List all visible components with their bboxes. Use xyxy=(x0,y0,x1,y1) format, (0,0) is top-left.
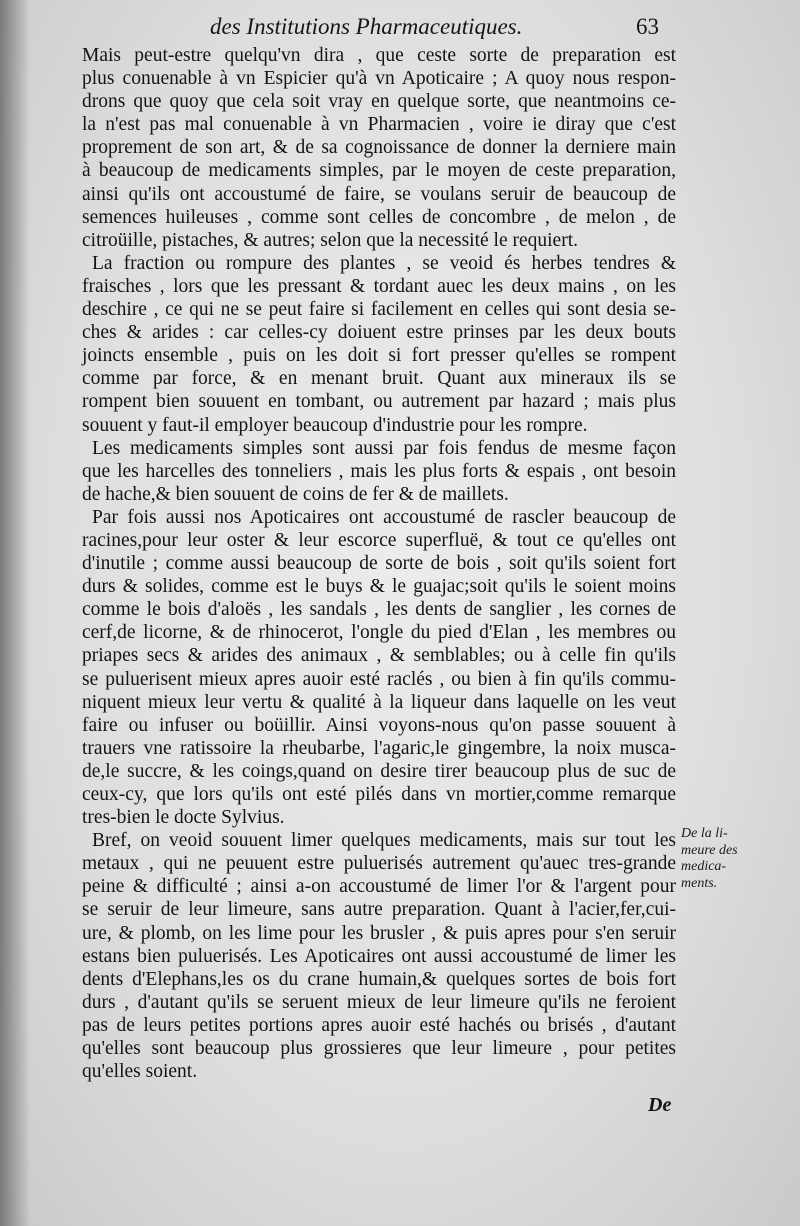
text-line: metaux , qui ne peuuent estre puluerisés autrement qu'auec tres-grande xyxy=(82,853,676,875)
text-line: faire ou infuser ou boüillir. Ainsi voyons-nous qu'on passe souuent à xyxy=(82,714,676,736)
text-line: qu'elles soient. xyxy=(82,1061,198,1083)
text-line: souuent y faut-il employer beaucoup d'industrie pour les rompre. xyxy=(82,414,588,436)
text-line: plus conuenable à vn Espicier qu'à vn Apoticaire ; A quoy nous respon- xyxy=(82,68,676,90)
text-line: joincts ensemble , puis on les doit si fort presser qu'elles se rompent xyxy=(82,345,676,367)
page-number: 63 xyxy=(636,14,659,39)
text-line: proprement de son art, & de sa cognoissance de donner la derniere main xyxy=(82,137,676,159)
body-text xyxy=(82,44,676,1083)
margin-note-line: medica- xyxy=(681,859,727,874)
text-line: La fraction ou rompure des plantes , se veoid és herbes tendres & xyxy=(92,252,676,274)
text-line: Par fois aussi nos Apoticaires ont accoustumé de rascler beaucoup de xyxy=(92,506,676,528)
text-line: de,le succre, & les coings,quand on desire tirer beaucoup plus de suc de xyxy=(82,760,676,782)
text-line: rompent bien souuent en tombant, ou autrement par hazard ; mais plus xyxy=(82,391,676,413)
text-line: pas de leurs petites portions apres auoir esté hachés ou brisés , d'autant xyxy=(82,1014,676,1036)
text-line: comme le bois d'aloës , les sandals , les dents de sanglier , les cornes de xyxy=(82,599,676,621)
text-line: fraisches , lors que les pressant & tordant auec les deux mains , on les xyxy=(82,275,676,297)
text-line: ceux-cy, que lors qu'ils ont esté pilés dans vn mortier,comme remarque xyxy=(82,784,676,805)
running-head xyxy=(0,4,800,44)
text-line: comme par force, & en menant bruit. Quant aux mineraux ils se xyxy=(82,368,676,390)
text-line: la n'est pas mal conuenable à vn Pharmacien , voire ie diray que c'est xyxy=(82,114,676,136)
running-title: des Institutions Pharmaceutiques. xyxy=(210,14,523,39)
text-line: à beaucoup de medicaments simples, par le moyen de ceste preparation, xyxy=(82,160,676,182)
text-line: Les medicaments simples sont aussi par fois fendus de mesme façon xyxy=(92,437,676,459)
text-line: deschire , ce qui ne se peut faire si facilement en celles qui sont desia se- xyxy=(82,299,676,321)
text-line: semences huileuses , comme sont celles de concombre , de melon , de xyxy=(82,206,676,228)
text-line: Mais peut-estre quelqu'vn dira , que ceste sorte de preparation est xyxy=(82,45,676,66)
text-line: estans bien puluerisés. Les Apoticaires ont aussi accoustumé de limer les xyxy=(82,945,676,967)
text-line: dents d'Elephans,les os du crane humain,& quelques sortes de bois fort xyxy=(82,968,676,990)
text-line: cerf,de licorne, & de rhinocerot, l'ongle du pied d'Elan , les membres ou xyxy=(82,622,676,644)
text-line: racines,pour leur oster & leur escorce superfluë, & tout ce qu'elles ont xyxy=(82,529,676,551)
text-line: durs , d'autant qu'ils se seruent mieux de leur limeure qu'ils ne feroient xyxy=(82,991,676,1013)
text-line: de hache,& bien souuent de coins de fer & de maillets. xyxy=(82,483,509,505)
text-line: ches & arides : car celles-cy doiuent estre prinses par les deux bouts xyxy=(82,322,676,344)
margin-note xyxy=(681,826,781,892)
text-line: se seruir de leur limeure, sans autre preparation. Quant à l'acier,fer,cui- xyxy=(82,899,676,921)
text-line: niquent mieux leur vertu & qualité à la liqueur dans laquelle on les veut xyxy=(82,691,676,713)
text-line: qu'elles sont beaucoup plus grossieres que leur limeure , pour petites xyxy=(82,1038,676,1060)
text-line: citroüille, pistaches, & autres; selon que la necessité le requiert. xyxy=(82,229,578,251)
text-line: que les harcelles des tonneliers , mais les plus forts & espais , ont besoin xyxy=(82,460,676,482)
text-line: ure, & plomb, on les lime pour les brusler , & puis apres pour s'en seruir xyxy=(82,922,676,944)
text-line: priapes secs & arides des animaux , & semblables; ou à celle fin qu'ils xyxy=(82,645,676,667)
text-line: se puluerisent mieux apres auoir esté raclés , ou bien à fin qu'ils commu- xyxy=(82,668,676,690)
binding-shadow xyxy=(0,0,30,1226)
text-line: Bref, on veoid souuent limer quelques medicaments, mais sur tout les xyxy=(92,830,676,852)
text-line: durs & solides, comme est le buys & le guajac;soit qu'ils le soient moins xyxy=(82,576,676,598)
margin-note-line: meure des xyxy=(681,842,738,858)
text-line: tres-bien le docte Sylvius. xyxy=(82,807,285,829)
text-line: ainsi qu'ils ont accoustumé de faire, se voulans seruir de beaucoup de xyxy=(82,183,676,205)
text-line: peine & difficulté ; ainsi a-on accoustumé de limer l'or & l'argent pour xyxy=(82,876,676,898)
text-line: d'inutile ; comme aussi beaucoup de sorte de bois , soit qu'ils soient fort xyxy=(82,553,676,575)
margin-note-line: ments. xyxy=(681,875,718,891)
text-line: trauers vne ratissoire la rheubarbe, l'agaric,le gingembre, la noix musca- xyxy=(82,737,676,759)
text-line: drons que quoy que cela soit vray en quelque sorte, que neantmoins ce- xyxy=(82,91,676,113)
catchword: De xyxy=(648,1094,672,1116)
margin-note-line: De la li- xyxy=(681,826,728,841)
